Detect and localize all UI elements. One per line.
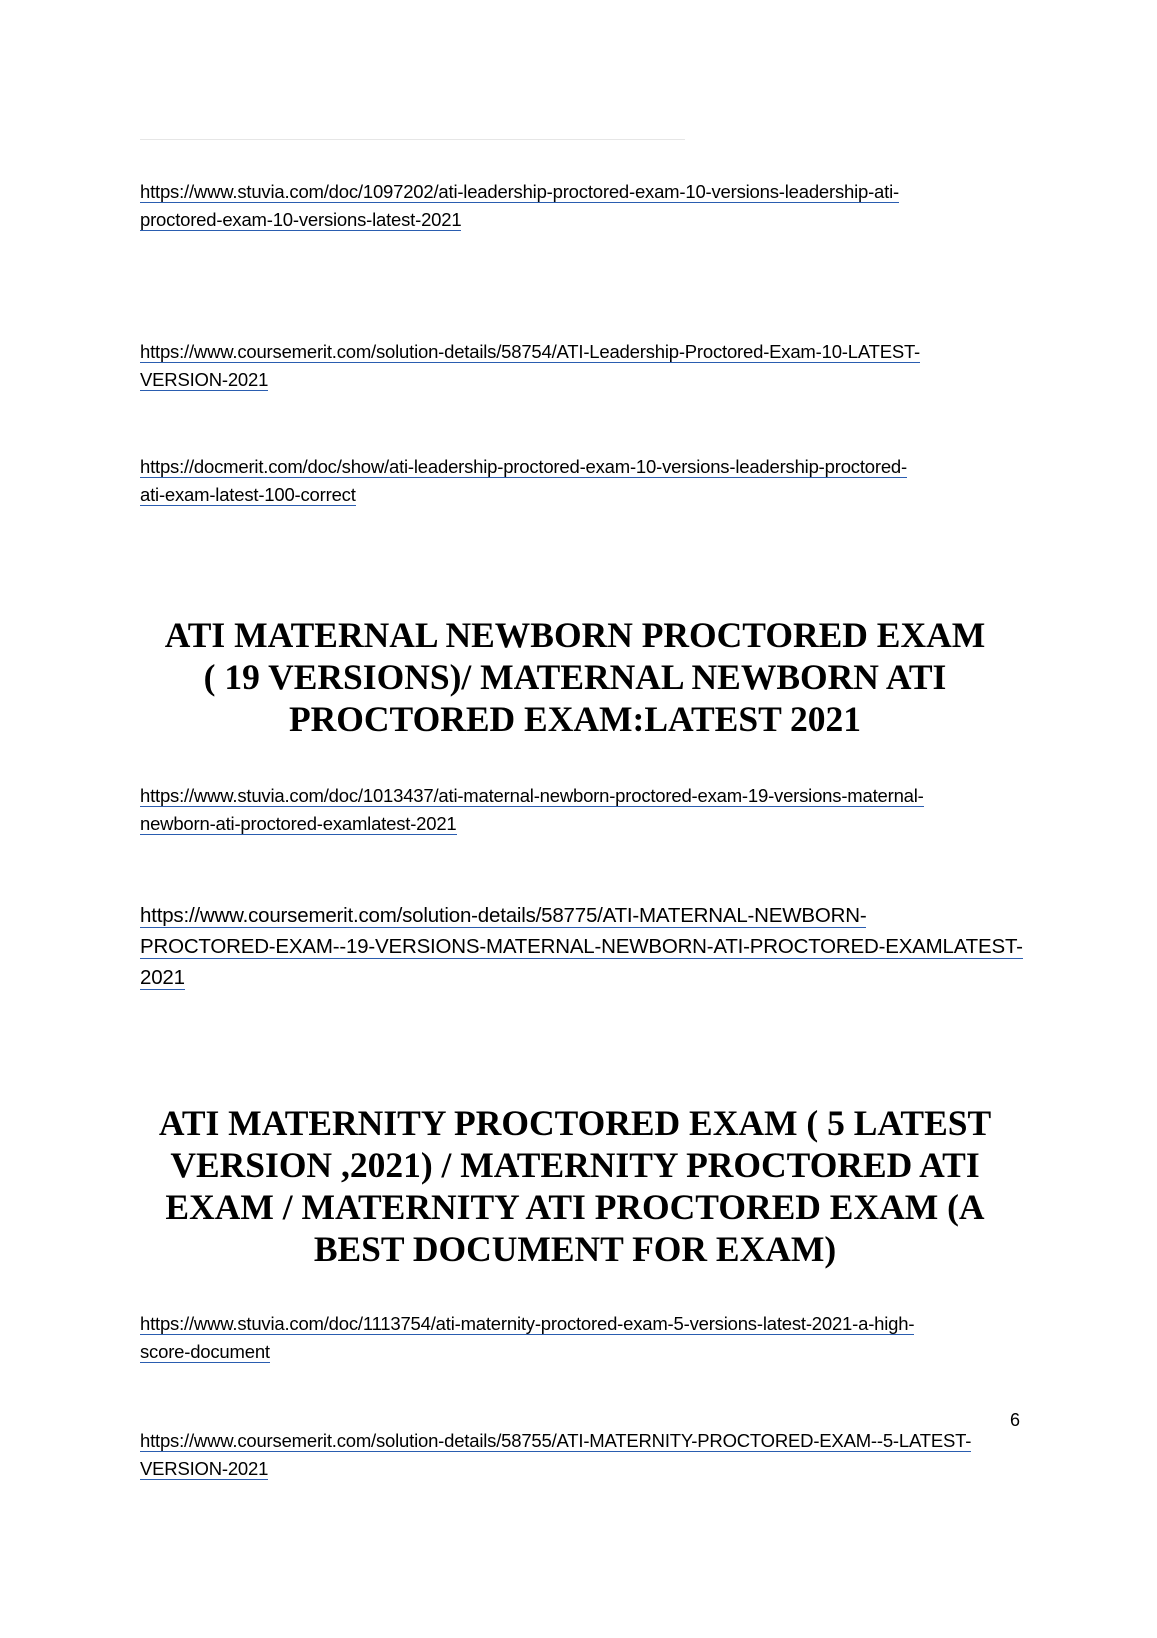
link-line[interactable]: ati-exam-latest-100-correct: [140, 484, 356, 505]
link-line[interactable]: https://www.stuvia.com/doc/1113754/ati-maternity-proctored-exam-5-versions-latest-2021-a-high-: [140, 1313, 915, 1334]
link-line[interactable]: newborn-ati-proctored-examlatest-2021: [140, 813, 457, 834]
heading-maternity: ATI MATERNITY PROCTORED EXAM ( 5 LATEST VERSION ,2021) / MATERNITY PROCTORED ATI EXAM / MATERNITY ATI PROCTORED EXAM (A BEST DOCUMENT FOR EXAM): [158, 1103, 992, 1269]
separator-line: [140, 139, 685, 140]
link-line[interactable]: score-document: [140, 1341, 270, 1362]
link-line[interactable]: PROCTORED-EXAM--19-VERSIONS-MATERNAL-NEWBORN-ATI-PROCTORED-EXAMLATEST-: [140, 935, 1023, 958]
link-line[interactable]: 2021: [140, 966, 185, 989]
link-coursemerit-maternal-newborn[interactable]: [140, 900, 1023, 993]
link-line[interactable]: https://docmerit.com/doc/show/ati-leadership-proctored-exam-10-versions-leadership-proctored-: [140, 456, 907, 477]
link-line[interactable]: VERSION-2021: [140, 1458, 269, 1479]
link-stuvia-maternal-newborn[interactable]: [140, 782, 924, 838]
link-docmerit-leadership[interactable]: [140, 453, 907, 509]
page-number: 6: [1010, 1410, 1021, 1430]
link-line[interactable]: https://www.stuvia.com/doc/1013437/ati-maternal-newborn-proctored-exam-19-versions-maternal-: [140, 785, 924, 806]
link-line[interactable]: proctored-exam-10-versions-latest-2021: [140, 209, 462, 230]
link-line[interactable]: https://www.coursemerit.com/solution-details/58775/ATI-MATERNAL-NEWBORN-: [140, 904, 867, 927]
link-coursemerit-leadership[interactable]: [140, 338, 920, 394]
link-line[interactable]: VERSION-2021: [140, 369, 269, 390]
link-line[interactable]: https://www.stuvia.com/doc/1097202/ati-leadership-proctored-exam-10-versions-leadership-ati-: [140, 181, 899, 202]
link-line[interactable]: https://www.coursemerit.com/solution-details/58754/ATI-Leadership-Proctored-Exam-10-LATEST-: [140, 341, 921, 362]
heading-maternal-newborn: ATI MATERNAL NEWBORN PROCTORED EXAM ( 19 VERSIONS)/ MATERNAL NEWBORN ATI PROCTORED EXAM:LATEST 2021: [164, 615, 986, 739]
link-coursemerit-maternity[interactable]: [140, 1427, 971, 1483]
link-line[interactable]: https://www.coursemerit.com/solution-details/58755/ATI-MATERNITY-PROCTORED-EXAM--5-LATEST-: [140, 1430, 972, 1451]
link-stuvia-leadership[interactable]: [140, 178, 899, 234]
link-stuvia-maternity[interactable]: [140, 1310, 914, 1366]
